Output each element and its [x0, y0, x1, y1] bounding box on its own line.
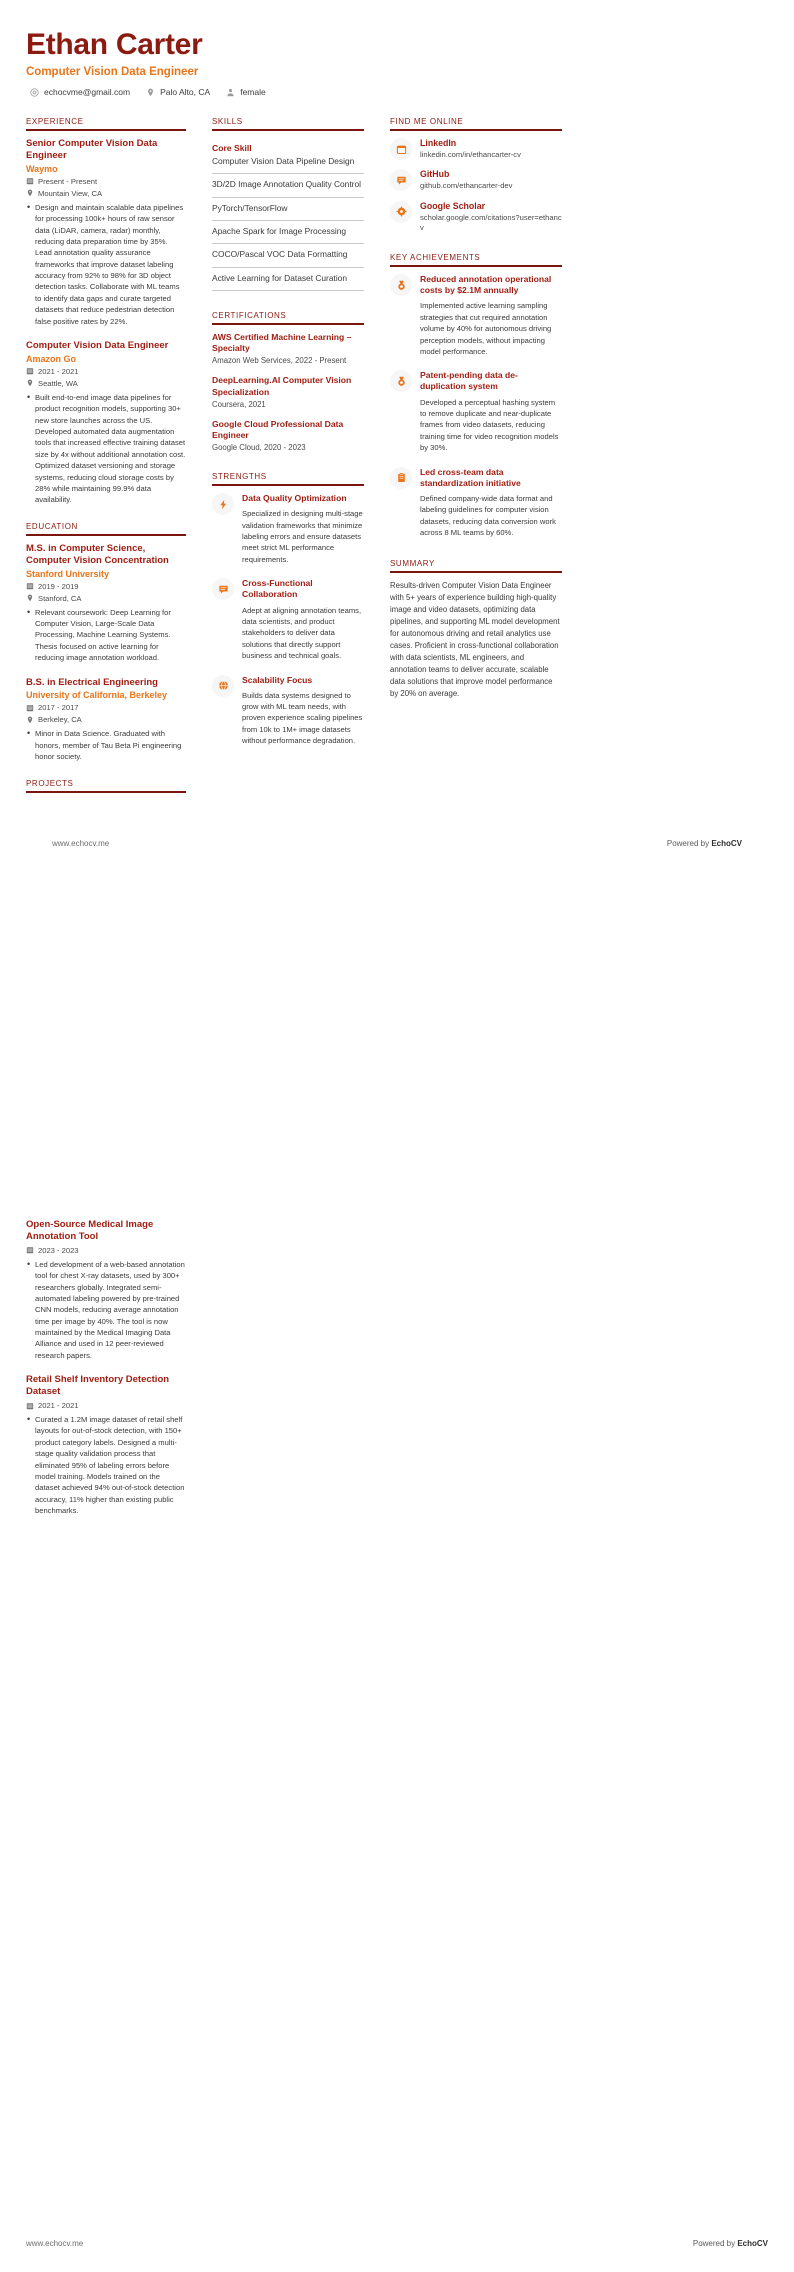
project-dates: 2021 - 2021 — [38, 1401, 79, 1411]
section-experience — [26, 117, 186, 506]
link-label: LinkedIn — [420, 138, 457, 148]
education-school: Stanford University — [26, 568, 110, 579]
calendar-icon — [26, 582, 34, 590]
link-icon-badge — [390, 138, 412, 160]
section-rule — [390, 265, 562, 267]
skill-item — [212, 268, 364, 291]
skill-item — [212, 244, 364, 267]
calendar-icon — [396, 144, 407, 155]
strength-body — [242, 578, 364, 661]
footer-brand-name: EchoCV — [737, 2239, 768, 2248]
resume-header — [26, 28, 768, 97]
experience-bullets — [26, 392, 186, 506]
section-title-projects: PROJECTS — [26, 778, 74, 788]
location-pin-icon — [26, 189, 34, 197]
achievement-desc: Defined company-wide data format and labeling guidelines for computer vision datasets, reducing data conversion work across 8 ML teams by 60%. — [420, 493, 556, 538]
achievement-body — [420, 467, 562, 539]
contact-list — [26, 87, 768, 97]
resume-columns-page2 — [26, 1219, 768, 1530]
strength-title: Scalability Focus — [242, 674, 313, 685]
certification-issuer: Coursera, 2021 — [212, 399, 266, 409]
project-entry — [26, 1374, 186, 1516]
education-dates: 2019 - 2019 — [38, 581, 79, 591]
education-bullets — [26, 607, 186, 664]
section-title-education: EDUCATION — [26, 521, 78, 531]
section-rule — [212, 129, 364, 131]
strength-desc: Builds data systems designed to grow with ML team needs, with proven experience scaling pipelines from 10k to 1M+ image datasets without performance degradation. — [242, 690, 363, 746]
achievement-item — [390, 274, 562, 357]
project-title: Retail Shelf Inventory Detection Dataset — [26, 1374, 170, 1398]
education-dates-row — [26, 582, 186, 591]
strength-item — [212, 493, 364, 565]
strength-body — [242, 675, 364, 747]
experience-location: Mountain View, CA — [38, 188, 103, 198]
section-rule — [212, 484, 364, 486]
link-label: Google Scholar — [420, 200, 486, 211]
calendar-icon — [26, 1246, 34, 1254]
skill-core-label: Core Skill — [212, 143, 252, 153]
link-url: github.com/ethancarter-dev — [420, 181, 513, 191]
certification-name: DeepLearning.AI Computer Vision Specialization — [212, 375, 352, 397]
column-left — [26, 117, 186, 809]
education-location-row — [26, 715, 186, 724]
strength-desc: Specialized in designing multi-stage validation frameworks that minimize labeling errors and ensure datasets meet strict ML performance requirements. — [242, 509, 363, 564]
skill-name: 3D/2D Image Annotation Quality Control — [212, 179, 361, 190]
lightning-bolt-icon — [218, 499, 229, 510]
section-projects — [26, 779, 186, 793]
location-pin-icon — [26, 379, 34, 387]
chat-bubble-icon — [218, 584, 229, 595]
link-label: GitHub — [420, 169, 450, 180]
footer-powered-prefix: Powered by — [666, 838, 712, 848]
skill-item — [212, 198, 364, 221]
achievement-title: Patent-pending data de-duplication system — [420, 370, 518, 392]
certification-item — [212, 375, 364, 408]
achievement-desc: Developed a perceptual hashing system to remove duplicate and near-duplicate frames from video datasets, reducing training time for video recognition models by 30%. — [420, 397, 559, 453]
certification-issuer: Amazon Web Services, 2022 - Present — [212, 356, 347, 366]
achievement-icon-badge — [390, 370, 412, 392]
project-entry — [26, 1219, 186, 1361]
certification-item — [212, 419, 364, 452]
online-link-github[interactable] — [390, 169, 562, 191]
section-title-certifications: CERTIFICATIONS — [212, 311, 287, 321]
achievement-title: Reduced annotation operational costs by $2.1M annually — [420, 274, 552, 296]
section-certifications — [212, 311, 364, 452]
footer-brand-name: EchoCV — [711, 838, 742, 848]
strength-icon-badge — [212, 578, 234, 600]
section-rule — [390, 571, 562, 573]
globe-icon — [218, 680, 229, 691]
education-degree: M.S. in Computer Science, Computer Vision Concentration — [26, 542, 169, 566]
section-find-me-online — [390, 117, 562, 233]
strength-item — [212, 578, 364, 661]
education-entry — [26, 677, 186, 763]
contact-email — [30, 87, 130, 97]
footer-site[interactable]: www.echocv.me — [52, 838, 110, 848]
resume-columns — [26, 117, 768, 809]
experience-entry — [26, 340, 186, 506]
project-bullets — [26, 1259, 186, 1362]
project-bullet: • Led development of a web-based annotation tool for chest X-ray datasets, used by 300+ researchers globally. Integrated semi-automated labeling powered by pre-trained CNN models, reducing average annotation time per image by 40%. The tool is now maintained by the Medical Imaging Data Alliance and used in 12 peer-reviewed research papers. — [26, 1259, 186, 1362]
education-dates: 2017 - 2017 — [38, 703, 79, 713]
page-footer — [26, 839, 768, 848]
section-title-experience: EXPERIENCE — [26, 117, 84, 126]
experience-entry — [26, 138, 186, 327]
location-pin-icon — [146, 88, 155, 97]
footer-site[interactable]: www.echocv.me — [26, 2239, 84, 2248]
skill-name: Active Learning for Dataset Curation — [212, 272, 348, 283]
section-rule — [26, 534, 186, 536]
footer-brand — [693, 2239, 768, 2248]
calendar-icon — [26, 367, 34, 375]
medal-icon — [396, 280, 407, 291]
footer-brand — [667, 839, 742, 848]
section-title-skills: SKILLS — [212, 117, 243, 126]
section-skills — [212, 117, 364, 291]
location-pin-icon — [26, 594, 34, 602]
achievement-item — [390, 370, 562, 453]
section-rule — [26, 129, 186, 131]
achievement-desc: Implemented active learning sampling strategies that cut required annotation volume by 40% for autonomous driving perception models, without impacting model performance. — [420, 301, 552, 356]
achievement-title: Led cross-team data standardization initiative — [420, 466, 521, 488]
experience-dates: Present - Present — [38, 176, 98, 186]
certification-issuer: Google Cloud, 2020 - 2023 — [212, 443, 306, 453]
experience-dates-row — [26, 177, 186, 186]
certification-item — [212, 332, 364, 365]
contact-gender — [226, 87, 266, 97]
experience-company: Amazon Go — [26, 353, 77, 364]
candidate-job-title: Computer Vision Data Engineer — [26, 66, 199, 78]
clipboard-icon — [396, 472, 407, 483]
project-bullets — [26, 1414, 186, 1517]
experience-dates: 2021 - 2021 — [38, 366, 79, 376]
experience-location: Seattle, WA — [38, 378, 78, 388]
link-body — [420, 138, 562, 160]
section-rule — [212, 323, 364, 325]
certification-name: AWS Certified Machine Learning – Specialty — [212, 332, 352, 354]
page-footer — [0, 2239, 794, 2248]
strength-icon-badge — [212, 493, 234, 515]
link-body — [420, 201, 562, 234]
section-strengths — [212, 472, 364, 747]
link-icon-badge — [390, 201, 412, 223]
experience-location-row — [26, 379, 186, 388]
column-middle — [212, 117, 364, 763]
project-bullet: • Curated a 1.2M image dataset of retail shelf layouts for out-of-stock detection, with 150+ product category labels. Designed a multi-stage quality validation process that eliminated 95% of labeling errors before model training. Models trained on the dataset achieved 94% out-of-stock detection accuracy, 11% higher than existing public benchmarks. — [26, 1414, 186, 1517]
section-title-find-me-online: FIND ME ONLINE — [390, 117, 464, 126]
achievement-item — [390, 467, 562, 539]
contact-location-text: Palo Alto, CA — [160, 87, 211, 97]
page-separator — [0, 1123, 794, 1149]
location-pin-icon — [26, 716, 34, 724]
strength-icon-badge — [212, 675, 234, 697]
project-title: Open-Source Medical Image Annotation Tool — [26, 1219, 154, 1242]
experience-title: Senior Computer Vision Data Engineer — [26, 138, 158, 161]
section-key-achievements — [390, 253, 562, 539]
experience-bullet: • Design and maintain scalable data pipelines for processing 100k+ hours of raw sensor data (LiDAR, camera, radar) monthly, reducing data preparation time by 35%. Lead annotation quality assurance frameworks that improve dataset labeling accuracy from 92% to 98% for 3D object detection tasks. Collaborate with ML teams to identify data gaps and curate targeted datasets that reduce pedestrian detection false positive rates by 22%. — [26, 202, 186, 327]
achievement-body — [420, 274, 562, 357]
education-location-row — [26, 594, 186, 603]
experience-bullets — [26, 202, 186, 327]
education-bullet: • Minor in Data Science. Graduated with honors, member of Tau Beta Pi engineering honor society. — [26, 728, 186, 762]
link-icon-badge — [390, 169, 412, 191]
section-rule — [390, 129, 562, 131]
section-summary — [390, 559, 562, 701]
section-title-summary: SUMMARY — [390, 558, 435, 568]
online-link-linkedin[interactable] — [390, 138, 562, 160]
section-rule — [26, 791, 186, 793]
strength-title: Cross-Functional Collaboration — [242, 578, 313, 600]
medal-icon — [396, 376, 407, 387]
section-title-key-achievements: KEY ACHIEVEMENTS — [390, 253, 481, 262]
skill-name: Computer Vision Data Pipeline Design — [212, 156, 355, 166]
person-icon — [226, 88, 235, 97]
education-degree: B.S. in Electrical Engineering — [26, 676, 158, 688]
achievement-body — [420, 370, 562, 453]
email-icon — [30, 88, 39, 97]
experience-title: Computer Vision Data Engineer — [26, 340, 169, 352]
achievement-icon-badge — [390, 274, 412, 296]
education-bullet: • Relevant coursework: Deep Learning for Computer Vision, Large-Scale Data Processing, Machine Learning Systems. Thesis focused on active learning for reducing image annotation workload. — [26, 607, 186, 664]
education-school: University of California, Berkeley — [26, 690, 168, 701]
chat-bubble-icon — [396, 175, 407, 186]
strength-body — [242, 493, 364, 565]
calendar-icon — [26, 704, 34, 712]
experience-bullet: • Built end-to-end image data pipelines for product recognition models, supporting 30+ new store launches across the US. Developed automated data augmentation tools that increased effective training dataset size by 4x without additional annotation cost. Optimized dataset versioning and storage systems, reducing cloud storage costs by 28% while maintaining 99.9% data availability. — [26, 392, 186, 506]
contact-location — [146, 87, 210, 97]
strength-desc: Adept at aligning annotation teams, data scientists, and product stakeholders to deliver data solutions that directly support business and technical goals. — [242, 605, 362, 661]
education-bullets — [26, 728, 186, 762]
contact-email-text: echocvme@gmail.com — [44, 87, 131, 97]
strength-title: Data Quality Optimization — [242, 493, 347, 504]
strength-item — [212, 675, 364, 747]
skill-name: PyTorch/TensorFlow — [212, 202, 288, 213]
link-body — [420, 169, 562, 191]
summary-text: Results-driven Computer Vision Data Engineer with 5+ years of experience building high-quality image and video datasets, optimizing data pipelines, and supporting ML model development for autonomous driving and retail analytics use cases. Proficient in cross-functional collaboration with data scientists, ML engineers, and annotation teams to deliver accurate, scalable data solutions that improve model performance by 20% on average. — [390, 580, 560, 699]
education-location: Stanford, CA — [38, 593, 82, 603]
skill-name: Apache Spark for Image Processing — [212, 226, 347, 237]
skill-item — [212, 174, 364, 197]
gear-icon — [396, 206, 407, 217]
education-entry — [26, 543, 186, 664]
section-education — [26, 522, 186, 763]
column-left-page2 — [26, 1219, 186, 1530]
project-dates: 2023 - 2023 — [38, 1245, 79, 1255]
resume-page-1 — [0, 0, 794, 1123]
education-dates-row — [26, 703, 186, 712]
achievement-icon-badge — [390, 467, 412, 489]
skill-name: COCO/Pascal VOC Data Formatting — [212, 249, 348, 260]
experience-company: Waymo — [26, 163, 58, 174]
contact-gender-text: female — [240, 87, 266, 97]
section-title-strengths: STRENGTHS — [212, 472, 267, 482]
link-url: scholar.google.com/citations?user=ethancv — [420, 212, 562, 232]
resume-page-2 — [0, 1149, 794, 2272]
calendar-icon — [26, 1402, 34, 1410]
calendar-icon — [26, 177, 34, 185]
online-link-google-scholar[interactable] — [390, 201, 562, 234]
education-location: Berkeley, CA — [38, 715, 82, 725]
experience-location-row — [26, 189, 186, 198]
column-right — [390, 117, 562, 716]
footer-powered-prefix: Powered by — [692, 2239, 738, 2248]
project-dates-row — [26, 1401, 186, 1410]
experience-dates-row — [26, 367, 186, 376]
skill-item — [212, 221, 364, 244]
candidate-name: Ethan Carter — [26, 28, 203, 61]
skill-item — [212, 138, 364, 174]
link-url: linkedin.com/in/ethancarter-cv — [420, 150, 521, 159]
project-dates-row — [26, 1246, 186, 1255]
certification-name: Google Cloud Professional Data Engineer — [212, 418, 344, 440]
